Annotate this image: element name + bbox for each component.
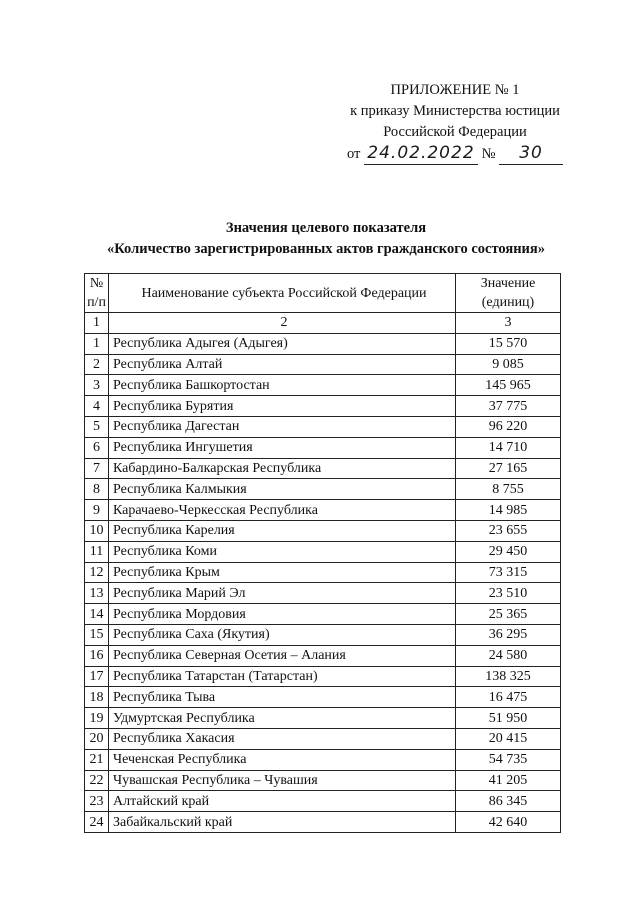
row-number: 5 <box>85 416 109 437</box>
row-value: 37 775 <box>456 396 561 417</box>
row-value: 73 315 <box>456 562 561 583</box>
table-row <box>85 728 561 749</box>
handwritten-number: 30 <box>499 143 563 165</box>
document-title-line2: «Количество зарегистрированных актов гражданского состояния» <box>106 241 545 257</box>
row-number: 20 <box>85 728 109 749</box>
row-value: 54 735 <box>456 749 561 770</box>
row-region-name: Республика Крым <box>109 562 456 583</box>
table-header-row <box>85 274 561 313</box>
table-row <box>85 708 561 729</box>
row-region-name: Республика Марий Эл <box>109 583 456 604</box>
row-region-name: Республика Ингушетия <box>109 437 456 458</box>
row-value: 36 295 <box>456 624 561 645</box>
row-number: 10 <box>85 520 109 541</box>
table-row <box>85 375 561 396</box>
row-number: 23 <box>85 791 109 812</box>
row-region-name: Забайкальский край <box>109 812 456 833</box>
row-region-name: Республика Саха (Якутия) <box>109 624 456 645</box>
row-number: 12 <box>85 562 109 583</box>
row-region-name: Чувашская Республика – Чувашия <box>109 770 456 791</box>
row-region-name: Республика Алтай <box>109 354 456 375</box>
row-value: 14 710 <box>456 437 561 458</box>
row-value: 8 755 <box>456 479 561 500</box>
handwritten-date: 24.02.2022 <box>364 143 478 165</box>
row-value: 15 570 <box>456 333 561 354</box>
table-row <box>85 479 561 500</box>
row-value: 25 365 <box>456 604 561 625</box>
table-row <box>85 666 561 687</box>
row-value: 24 580 <box>456 645 561 666</box>
row-region-name: Республика Карелия <box>109 520 456 541</box>
row-number: 18 <box>85 687 109 708</box>
row-region-name: Республика Мордовия <box>109 604 456 625</box>
row-value: 16 475 <box>456 687 561 708</box>
row-value: 27 165 <box>456 458 561 479</box>
annex-title: ПРИЛОЖЕНИЕ № 1 <box>390 82 520 98</box>
row-region-name: Республика Северная Осетия – Алания <box>109 645 456 666</box>
row-number: 3 <box>85 375 109 396</box>
date-prefix: от <box>346 146 361 162</box>
index-col-1: 1 <box>85 313 109 334</box>
row-value: 23 510 <box>456 583 561 604</box>
row-region-name: Республика Хакасия <box>109 728 456 749</box>
table-row <box>85 583 561 604</box>
row-region-name: Карачаево-Черкесская Республика <box>109 500 456 521</box>
row-number: 4 <box>85 396 109 417</box>
row-number: 9 <box>85 500 109 521</box>
row-region-name: Республика Тыва <box>109 687 456 708</box>
header-num: № п/п <box>85 274 109 313</box>
row-number: 8 <box>85 479 109 500</box>
row-value: 86 345 <box>456 791 561 812</box>
row-number: 14 <box>85 604 109 625</box>
table-row <box>85 812 561 833</box>
table-body <box>85 333 561 832</box>
row-number: 1 <box>85 333 109 354</box>
row-number: 6 <box>85 437 109 458</box>
row-number: 22 <box>85 770 109 791</box>
row-value: 96 220 <box>456 416 561 437</box>
row-number: 21 <box>85 749 109 770</box>
header-name: Наименование субъекта Российской Федерации <box>109 274 456 313</box>
index-col-2: 2 <box>109 313 456 334</box>
table-row <box>85 437 561 458</box>
row-region-name: Республика Калмыкия <box>109 479 456 500</box>
row-region-name: Кабардино-Балкарская Республика <box>109 458 456 479</box>
row-value: 51 950 <box>456 708 561 729</box>
header-value: Значение (единиц) <box>456 274 561 313</box>
row-value: 9 085 <box>456 354 561 375</box>
row-number: 15 <box>85 624 109 645</box>
table-row <box>85 458 561 479</box>
row-value: 20 415 <box>456 728 561 749</box>
annex-order-line: к приказу Министерства юстиции <box>350 103 560 119</box>
row-value: 23 655 <box>456 520 561 541</box>
table-row <box>85 687 561 708</box>
indicator-table <box>84 273 561 833</box>
table-row <box>85 520 561 541</box>
table-index-row <box>85 313 561 334</box>
table-row <box>85 791 561 812</box>
row-value: 14 985 <box>456 500 561 521</box>
row-number: 17 <box>85 666 109 687</box>
row-number: 7 <box>85 458 109 479</box>
table-row <box>85 333 561 354</box>
annex-date-line <box>330 143 580 165</box>
table-row <box>85 624 561 645</box>
table-row <box>85 749 561 770</box>
table-row <box>85 645 561 666</box>
row-region-name: Удмуртская Республика <box>109 708 456 729</box>
row-region-name: Чеченская Республика <box>109 749 456 770</box>
row-value: 138 325 <box>456 666 561 687</box>
document-title-line1: Значения целевого показателя <box>225 220 427 236</box>
row-region-name: Республика Башкортостан <box>109 375 456 396</box>
table-row <box>85 416 561 437</box>
table-row <box>85 770 561 791</box>
row-region-name: Республика Адыгея (Адыгея) <box>109 333 456 354</box>
row-value: 29 450 <box>456 541 561 562</box>
row-region-name: Республика Бурятия <box>109 396 456 417</box>
annex-ministry-line: Российской Федерации <box>383 124 527 140</box>
row-region-name: Алтайский край <box>109 791 456 812</box>
row-number: 2 <box>85 354 109 375</box>
table-row <box>85 500 561 521</box>
row-number: 13 <box>85 583 109 604</box>
row-number: 24 <box>85 812 109 833</box>
annex-header <box>330 80 580 165</box>
row-region-name: Республика Коми <box>109 541 456 562</box>
table-row <box>85 562 561 583</box>
table-row <box>85 541 561 562</box>
row-number: 19 <box>85 708 109 729</box>
number-prefix: № <box>481 146 496 162</box>
row-value: 41 205 <box>456 770 561 791</box>
row-number: 16 <box>85 645 109 666</box>
table-row <box>85 604 561 625</box>
row-region-name: Республика Татарстан (Татарстан) <box>109 666 456 687</box>
table-row <box>85 396 561 417</box>
row-number: 11 <box>85 541 109 562</box>
index-col-3: 3 <box>456 313 561 334</box>
row-value: 42 640 <box>456 812 561 833</box>
table-row <box>85 354 561 375</box>
document-title <box>70 218 582 260</box>
row-value: 145 965 <box>456 375 561 396</box>
row-region-name: Республика Дагестан <box>109 416 456 437</box>
